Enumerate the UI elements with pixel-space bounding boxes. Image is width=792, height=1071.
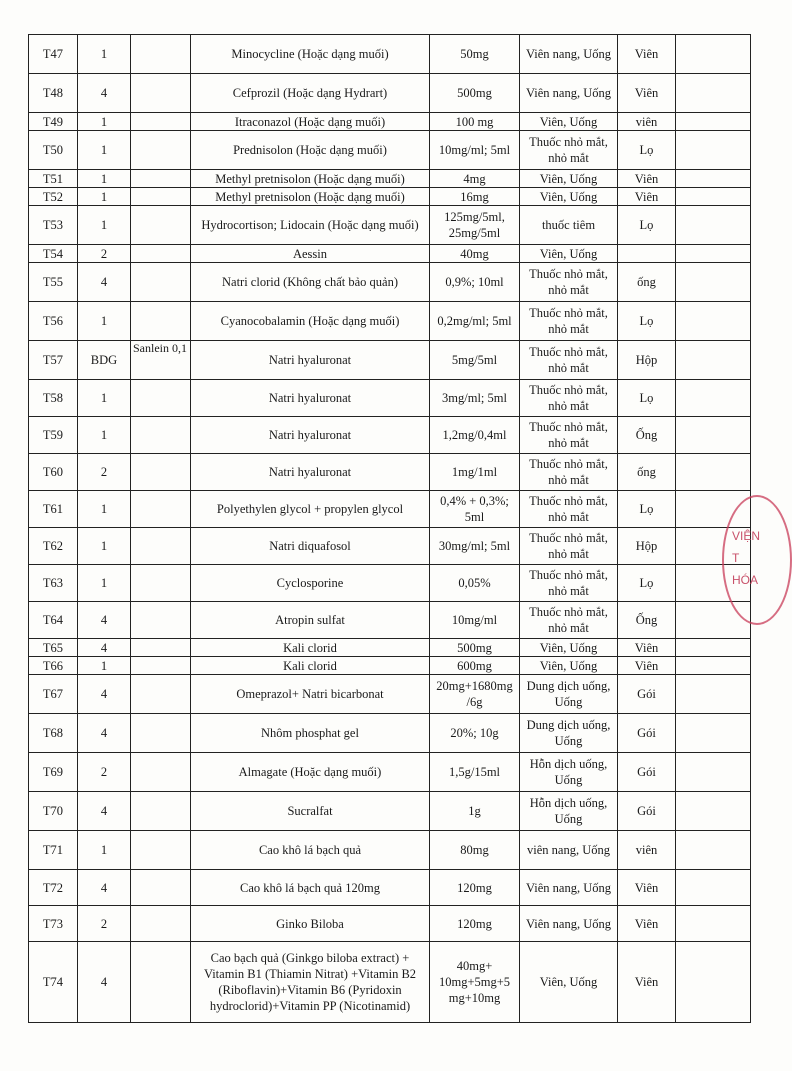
row-group: 1 [78,113,131,131]
table-row [29,528,751,565]
row-code: T65 [29,639,78,657]
table-row [29,906,751,942]
row-name: Natri diquafosol [191,528,430,565]
table-row [29,602,751,639]
row-code: T61 [29,491,78,528]
row-form: Hỗn dịch uống, Uống [520,792,618,831]
row-code: T56 [29,302,78,341]
row-code: T71 [29,831,78,870]
row-strength: 100 mg [430,113,520,131]
table-row [29,188,751,206]
row-name: Natri hyaluronat [191,454,430,491]
row-name: Cao khô lá bạch quả 120mg [191,870,430,906]
row-strength: 3mg/ml; 5ml [430,380,520,417]
row-brand [131,639,191,657]
row-strength: 1,5g/15ml [430,753,520,792]
row-name: Itraconazol (Hoặc dạng muối) [191,113,430,131]
row-name: Nhôm phosphat gel [191,714,430,753]
row-unit: Gói [618,675,676,714]
row-brand [131,528,191,565]
row-empty-cell [676,188,751,206]
row-brand [131,302,191,341]
row-empty-cell [676,792,751,831]
row-unit: Lọ [618,491,676,528]
row-empty-cell [676,131,751,170]
row-code: T70 [29,792,78,831]
row-form: Dung dịch uống, Uống [520,714,618,753]
row-group: 1 [78,417,131,454]
row-group: 1 [78,188,131,206]
row-brand [131,602,191,639]
row-brand [131,380,191,417]
row-group: 1 [78,131,131,170]
row-form: Thuốc nhỏ mắt, nhỏ mắt [520,341,618,380]
row-unit: Gói [618,792,676,831]
row-form: Thuốc nhỏ mắt, nhỏ mắt [520,131,618,170]
row-group: 1 [78,206,131,245]
row-name: Cyanocobalamin (Hoặc dạng muối) [191,302,430,341]
row-form: Viên nang, Uống [520,35,618,74]
row-code: T68 [29,714,78,753]
row-unit: Viên [618,188,676,206]
row-name: Methyl pretnisolon (Hoặc dạng muối) [191,170,430,188]
row-form: Viên, Uống [520,639,618,657]
row-form: Thuốc nhỏ mắt, nhỏ mắt [520,602,618,639]
row-name: Ginko Biloba [191,906,430,942]
row-group: 1 [78,528,131,565]
row-code: T57 [29,341,78,380]
row-code: T59 [29,417,78,454]
row-empty-cell [676,657,751,675]
row-strength: 10mg/ml; 5ml [430,131,520,170]
row-group: 1 [78,657,131,675]
row-group: 4 [78,602,131,639]
row-strength: 0,2mg/ml; 5ml [430,302,520,341]
row-unit: Ống [618,417,676,454]
row-brand [131,792,191,831]
row-name: Almagate (Hoặc dạng muối) [191,753,430,792]
row-group: BDG [78,341,131,380]
row-code: T52 [29,188,78,206]
red-stamp [722,495,792,625]
row-empty-cell [676,302,751,341]
row-empty-cell [676,263,751,302]
row-unit [618,245,676,263]
row-name: Prednisolon (Hoặc dạng muối) [191,131,430,170]
row-name: Omeprazol+ Natri bicarbonat [191,675,430,714]
row-strength: 120mg [430,870,520,906]
stamp-line: VIỆN [732,529,761,543]
row-empty-cell [676,639,751,657]
table-row [29,113,751,131]
row-empty-cell [676,942,751,1023]
table-row [29,639,751,657]
table-row [29,74,751,113]
table-row [29,380,751,417]
row-strength: 20mg+1680mg /6g [430,675,520,714]
row-brand [131,188,191,206]
row-name: Cyclosporine [191,565,430,602]
row-code: T53 [29,206,78,245]
row-unit: Viên [618,942,676,1023]
row-name: Natri hyaluronat [191,417,430,454]
row-strength: 500mg [430,639,520,657]
row-code: T55 [29,263,78,302]
row-strength: 1mg/1ml [430,454,520,491]
row-name: Cao khô lá bạch quả [191,831,430,870]
row-unit: Viên [618,74,676,113]
row-name: Kali clorid [191,657,430,675]
row-brand [131,131,191,170]
table-row [29,657,751,675]
row-strength: 120mg [430,906,520,942]
row-strength: 4mg [430,170,520,188]
row-group: 4 [78,263,131,302]
row-empty-cell [676,906,751,942]
row-group: 2 [78,753,131,792]
row-name: Cao bạch quả (Ginkgo biloba extract) + Vitamin B1 (Thiamin Nitrat) +Vitamin B2 (Riboflavin)+Vitamin B6 (Pyridoxin hydroclorid)+Vitamin PP (Nicotinamid) [191,942,430,1023]
table-row [29,245,751,263]
row-empty-cell [676,753,751,792]
row-form: Thuốc nhỏ mắt, nhỏ mắt [520,263,618,302]
row-brand [131,454,191,491]
row-name: Sucralfat [191,792,430,831]
table-row [29,792,751,831]
row-group: 1 [78,35,131,74]
table-row [29,753,751,792]
row-brand [131,831,191,870]
row-unit: Gói [618,753,676,792]
row-unit: Lọ [618,380,676,417]
row-form: Thuốc nhỏ mắt, nhỏ mắt [520,302,618,341]
row-group: 2 [78,454,131,491]
row-form: Thuốc nhỏ mắt, nhỏ mắt [520,380,618,417]
row-empty-cell [676,831,751,870]
row-brand [131,714,191,753]
row-empty-cell [676,74,751,113]
row-form: Viên, Uống [520,245,618,263]
row-code: T48 [29,74,78,113]
table-row [29,417,751,454]
row-unit: Hộp [618,341,676,380]
row-code: T69 [29,753,78,792]
row-unit: Viên [618,170,676,188]
drug-list-table [28,34,751,1023]
table-row [29,714,751,753]
table-row [29,870,751,906]
row-unit: Lọ [618,206,676,245]
row-strength: 0,05% [430,565,520,602]
row-name: Natri hyaluronat [191,341,430,380]
row-unit: Hộp [618,528,676,565]
row-brand [131,74,191,113]
row-empty-cell [676,714,751,753]
row-group: 4 [78,792,131,831]
row-group: 1 [78,565,131,602]
row-form: Thuốc nhỏ mắt, nhỏ mắt [520,528,618,565]
row-group: 1 [78,302,131,341]
row-unit: Viên [618,639,676,657]
row-brand [131,417,191,454]
row-strength: 1g [430,792,520,831]
table-row [29,454,751,491]
stamp-line: HÓA [732,573,759,587]
row-brand [131,263,191,302]
row-group: 4 [78,675,131,714]
row-strength: 16mg [430,188,520,206]
table-row [29,831,751,870]
row-code: T62 [29,528,78,565]
row-form: Viên, Uống [520,188,618,206]
row-empty-cell [676,341,751,380]
row-name: Kali clorid [191,639,430,657]
row-group: 4 [78,74,131,113]
row-group: 1 [78,170,131,188]
row-code: T72 [29,870,78,906]
row-form: thuốc tiêm [520,206,618,245]
row-brand [131,657,191,675]
row-strength: 0,9%; 10ml [430,263,520,302]
row-code: T49 [29,113,78,131]
row-name: Atropin sulfat [191,602,430,639]
row-name: Natri clorid (Không chất bảo quản) [191,263,430,302]
table-row [29,942,751,1023]
row-strength: 125mg/5ml, 25mg/5ml [430,206,520,245]
row-code: T63 [29,565,78,602]
row-empty-cell [676,417,751,454]
table-row [29,170,751,188]
row-empty-cell [676,35,751,74]
row-brand [131,206,191,245]
row-empty-cell [676,170,751,188]
row-form: viên nang, Uống [520,831,618,870]
row-strength: 40mg [430,245,520,263]
row-name: Natri hyaluronat [191,380,430,417]
row-strength: 30mg/ml; 5ml [430,528,520,565]
row-unit: Lọ [618,131,676,170]
row-unit: Viên [618,657,676,675]
table-row [29,206,751,245]
row-group: 2 [78,906,131,942]
row-group: 4 [78,870,131,906]
row-group: 1 [78,491,131,528]
row-code: T51 [29,170,78,188]
stamp-line: T [732,551,740,565]
row-unit: Viên [618,35,676,74]
row-brand [131,35,191,74]
row-brand [131,942,191,1023]
row-unit: ống [618,263,676,302]
row-code: T60 [29,454,78,491]
row-code: T64 [29,602,78,639]
row-name: Cefprozil (Hoặc dạng Hydrart) [191,74,430,113]
row-empty-cell [676,454,751,491]
row-name: Hydrocortison; Lidocain (Hoặc dạng muối) [191,206,430,245]
row-name: Aessin [191,245,430,263]
table-row [29,302,751,341]
row-form: Thuốc nhỏ mắt, nhỏ mắt [520,417,618,454]
table-row [29,35,751,74]
row-strength: 80mg [430,831,520,870]
row-group: 4 [78,942,131,1023]
table-row [29,341,751,380]
row-empty-cell [676,870,751,906]
table-row [29,491,751,528]
row-unit: Viên [618,906,676,942]
row-code: T73 [29,906,78,942]
row-name: Polyethylen glycol + propylen glycol [191,491,430,528]
row-group: 2 [78,245,131,263]
row-empty-cell [676,113,751,131]
row-brand [131,245,191,263]
row-group: 4 [78,639,131,657]
row-brand: Sanlein 0,1 [131,341,191,380]
row-code: T67 [29,675,78,714]
row-strength: 40mg+ 10mg+5mg+5 mg+10mg [430,942,520,1023]
row-unit: Viên [618,870,676,906]
row-empty-cell [676,245,751,263]
row-unit: Gói [618,714,676,753]
row-strength: 5mg/5ml [430,341,520,380]
table-row [29,131,751,170]
row-form: Hỗn dịch uống, Uống [520,753,618,792]
row-form: Dung dịch uống, Uống [520,675,618,714]
row-form: Viên, Uống [520,942,618,1023]
row-empty-cell [676,675,751,714]
row-group: 1 [78,831,131,870]
row-code: T58 [29,380,78,417]
table-row [29,263,751,302]
row-empty-cell [676,380,751,417]
row-brand [131,753,191,792]
row-group: 1 [78,380,131,417]
row-form: Viên, Uống [520,170,618,188]
row-strength: 500mg [430,74,520,113]
row-code: T47 [29,35,78,74]
row-form: Viên, Uống [520,657,618,675]
row-brand [131,565,191,602]
row-unit: viên [618,113,676,131]
row-code: T74 [29,942,78,1023]
row-code: T50 [29,131,78,170]
row-form: Viên nang, Uống [520,870,618,906]
row-strength: 10mg/ml [430,602,520,639]
row-unit: Ống [618,602,676,639]
row-empty-cell [676,206,751,245]
row-brand [131,906,191,942]
row-form: Viên nang, Uống [520,74,618,113]
row-group: 4 [78,714,131,753]
row-form: Thuốc nhỏ mắt, nhỏ mắt [520,565,618,602]
row-brand [131,170,191,188]
row-strength: 1,2mg/0,4ml [430,417,520,454]
row-name: Minocycline (Hoặc dạng muối) [191,35,430,74]
row-form: Viên nang, Uống [520,906,618,942]
row-brand [131,870,191,906]
row-name: Methyl pretnisolon (Hoặc dạng muối) [191,188,430,206]
row-strength: 50mg [430,35,520,74]
row-code: T66 [29,657,78,675]
row-unit: Lọ [618,302,676,341]
row-strength: 20%; 10g [430,714,520,753]
table-row [29,565,751,602]
row-brand [131,113,191,131]
row-unit: ống [618,454,676,491]
table-row [29,675,751,714]
row-form: Thuốc nhỏ mắt, nhỏ mắt [520,491,618,528]
row-brand [131,491,191,528]
row-brand [131,675,191,714]
row-unit: viên [618,831,676,870]
row-strength: 0,4% + 0,3%; 5ml [430,491,520,528]
row-code: T54 [29,245,78,263]
row-form: Thuốc nhỏ mắt, nhỏ mắt [520,454,618,491]
row-strength: 600mg [430,657,520,675]
row-unit: Lọ [618,565,676,602]
row-form: Viên, Uống [520,113,618,131]
